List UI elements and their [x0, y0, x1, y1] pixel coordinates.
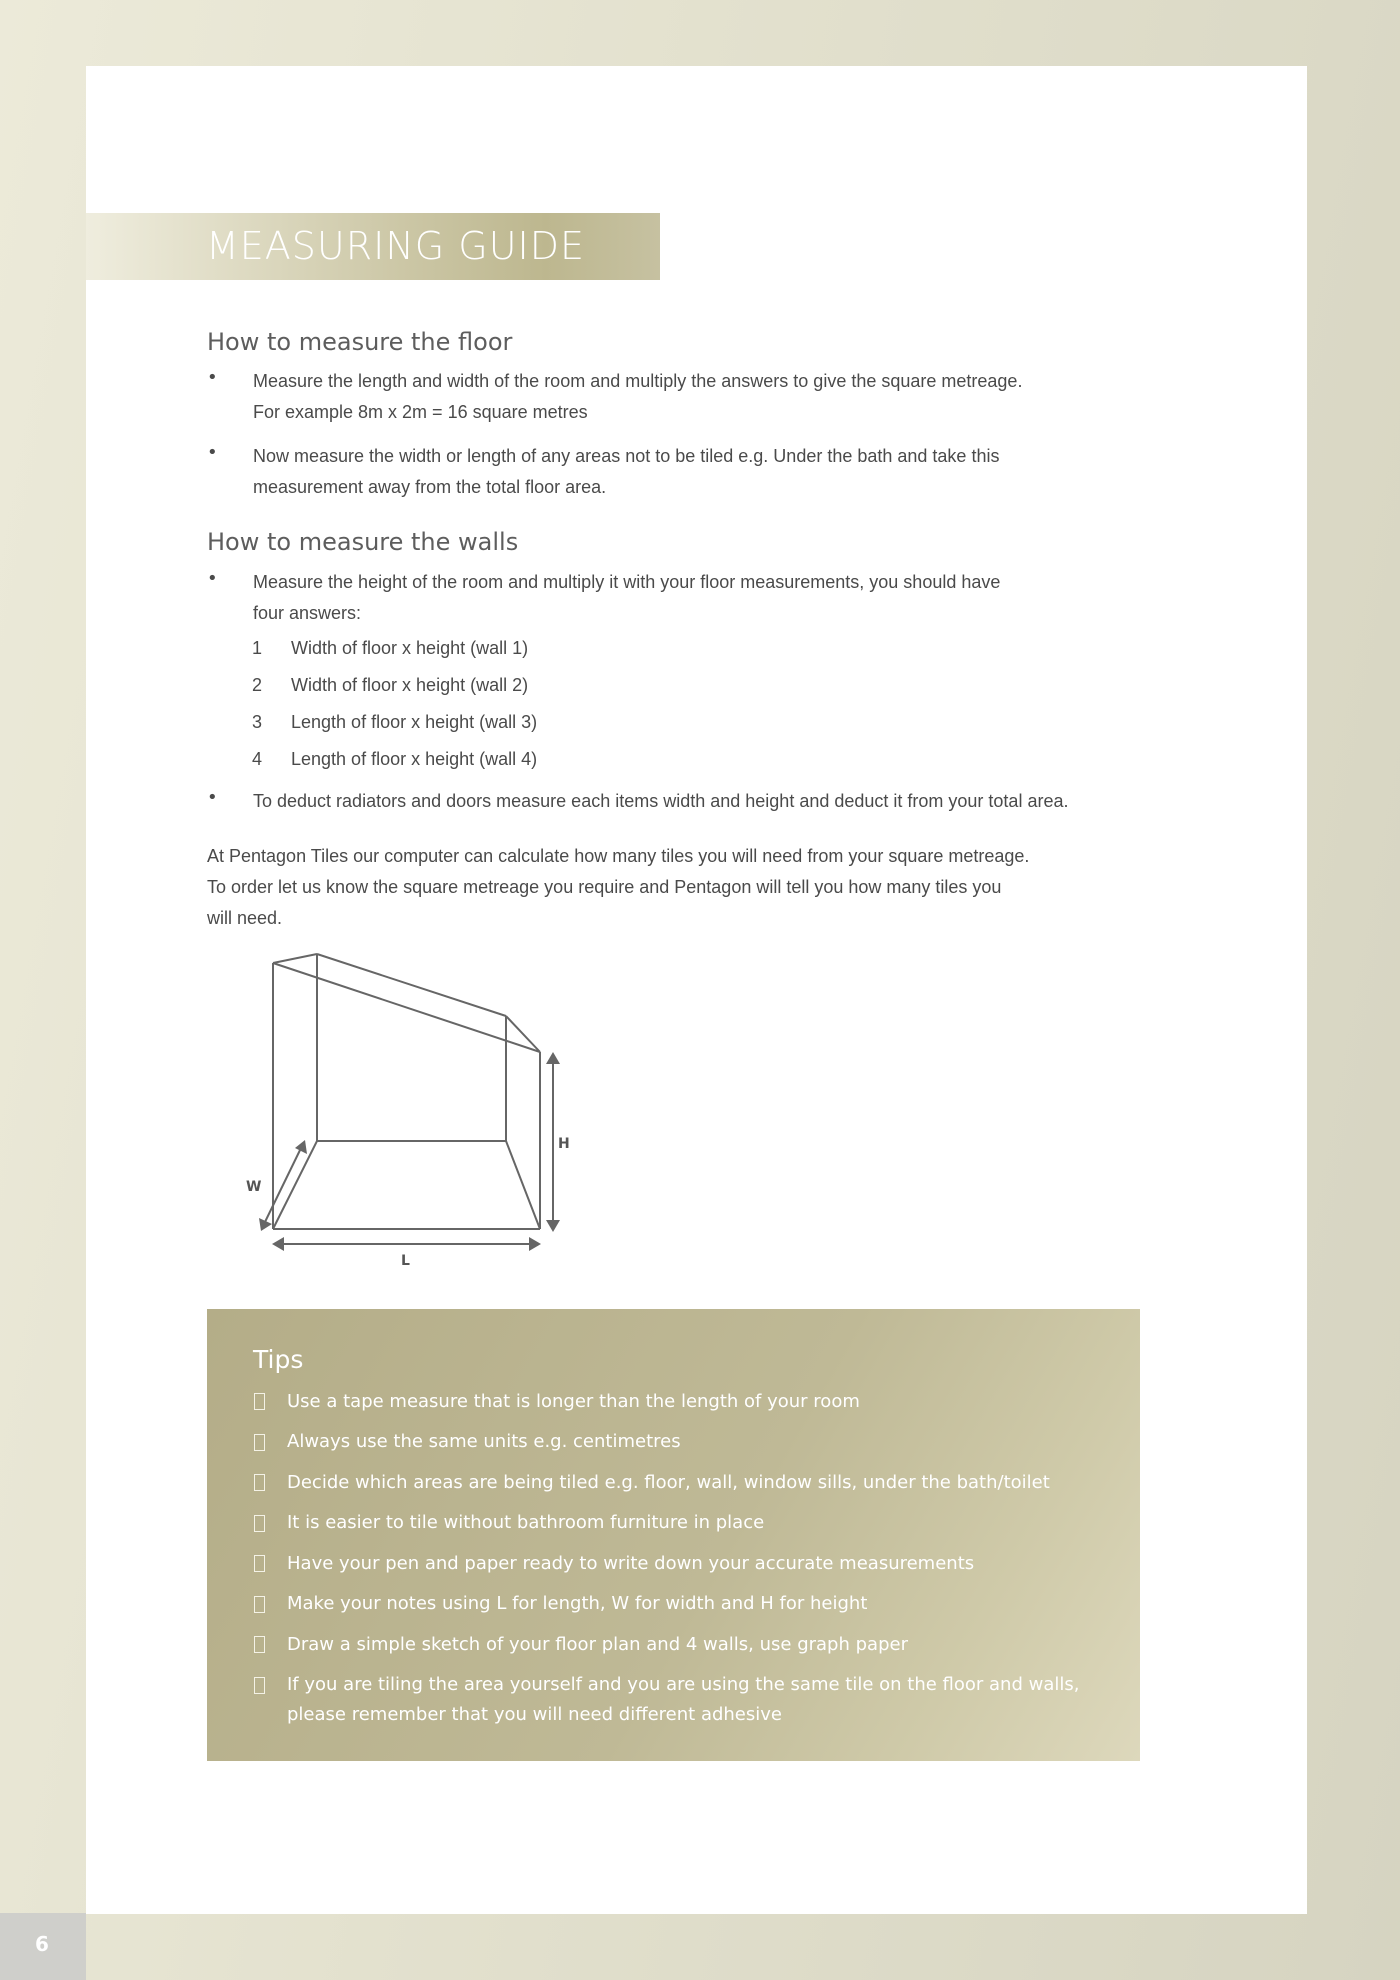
step-number: 3: [252, 712, 263, 732]
bullet-marker: •: [207, 568, 218, 589]
floor-bullet-2-line-1: Now measure the width or length of any areas not to be tiled e.g. Under the bath and take this: [253, 446, 1000, 466]
arrow-head-icon: [272, 1237, 284, 1251]
checkbox-icon: [254, 1393, 265, 1410]
arrow-head-icon: [295, 1140, 307, 1154]
walls-bullet-2: To deduct radiators and doors measure each items width and height and deduct it from your total area.: [253, 791, 1069, 811]
checkbox-icon: [254, 1474, 265, 1491]
walls-bullet-1: [253, 567, 1000, 629]
label-l: L: [401, 1253, 410, 1269]
room-edge: [317, 954, 506, 1016]
tip-item-line-2: please remember that you will need different adhesive: [287, 1704, 782, 1725]
label-w: W: [246, 1179, 262, 1195]
label-h: H: [558, 1136, 570, 1152]
tip-item: Always use the same units e.g. centimetres: [287, 1431, 681, 1452]
walls-bullet-1-line-2: four answers:: [253, 603, 362, 623]
step-text: Width of floor x height (wall 2): [291, 675, 529, 695]
bullet-marker: •: [207, 787, 218, 808]
tip-item: Draw a simple sketch of your floor plan and 4 walls, use graph paper: [287, 1634, 908, 1655]
floor-heading: How to measure the floor: [207, 328, 513, 356]
room-diagram: [240, 948, 580, 1278]
checkbox-icon: [254, 1677, 265, 1694]
checkbox-icon: [254, 1515, 265, 1532]
step-number: 4: [252, 749, 263, 769]
room-edge: [273, 954, 317, 963]
step-text: Length of floor x height (wall 4): [291, 749, 538, 769]
step-text: Length of floor x height (wall 3): [291, 712, 538, 732]
bullet-marker: •: [207, 367, 218, 388]
bullet-marker: •: [207, 442, 218, 463]
arrow-head-icon: [546, 1052, 560, 1064]
floor-bullet-1: [253, 366, 1022, 428]
width-dimension-line: [264, 1146, 302, 1224]
tip-item: Make your notes using L for length, W for width and H for height: [287, 1593, 868, 1614]
room-edge: [506, 1141, 540, 1229]
step-text: Width of floor x height (wall 1): [291, 638, 529, 658]
title-band: [86, 213, 660, 280]
tips-heading: Tips: [253, 1345, 304, 1374]
step-number: 1: [252, 638, 263, 658]
floor-bullet-2: [253, 441, 999, 503]
checkbox-icon: [254, 1636, 265, 1653]
tip-item: [287, 1670, 1079, 1730]
page-title: MEASURING GUIDE: [206, 224, 586, 268]
checkbox-icon: [254, 1596, 265, 1613]
arrow-head-icon: [546, 1220, 560, 1232]
floor-bullet-1-line-2: For example 8m x 2m = 16 square metres: [253, 402, 588, 422]
tip-item-line-1: If you are tiling the area yourself and you are using the same tile on the floor and walls,: [287, 1674, 1080, 1695]
arrow-head-icon: [529, 1237, 541, 1251]
tips-panel: [207, 1309, 1140, 1761]
floor-bullet-2-line-2: measurement away from the total floor area.: [253, 477, 607, 497]
walls-bullet-1-line-1: Measure the height of the room and multiply it with your floor measurements, you should have: [253, 572, 1001, 592]
checkbox-icon: [254, 1555, 265, 1572]
pentagon-paragraph: [207, 841, 1029, 934]
pentagon-paragraph-line-2: To order let us know the square metreage you require and Pentagon will tell you how many tiles you: [207, 877, 1002, 897]
page-number-block: [0, 1913, 86, 1980]
tip-item: Have your pen and paper ready to write down your accurate measurements: [287, 1553, 975, 1574]
room-edge: [273, 963, 540, 1052]
step-number: 2: [252, 675, 263, 695]
walls-heading: How to measure the walls: [207, 528, 519, 556]
room-edge: [273, 1141, 317, 1229]
floor-bullet-1-line-1: Measure the length and width of the room and multiply the answers to give the square metreage.: [253, 371, 1023, 391]
tip-item: Use a tape measure that is longer than the length of your room: [287, 1391, 860, 1412]
checkbox-icon: [254, 1434, 265, 1451]
pentagon-paragraph-line-3: will need.: [207, 908, 283, 928]
pentagon-paragraph-line-1: At Pentagon Tiles our computer can calculate how many tiles you will need from your square metreage.: [207, 846, 1030, 866]
tip-item: Decide which areas are being tiled e.g. floor, wall, window sills, under the bath/toilet: [287, 1472, 1050, 1493]
page-number: 6: [35, 1932, 49, 1956]
tip-item: It is easier to tile without bathroom furniture in place: [287, 1512, 765, 1533]
